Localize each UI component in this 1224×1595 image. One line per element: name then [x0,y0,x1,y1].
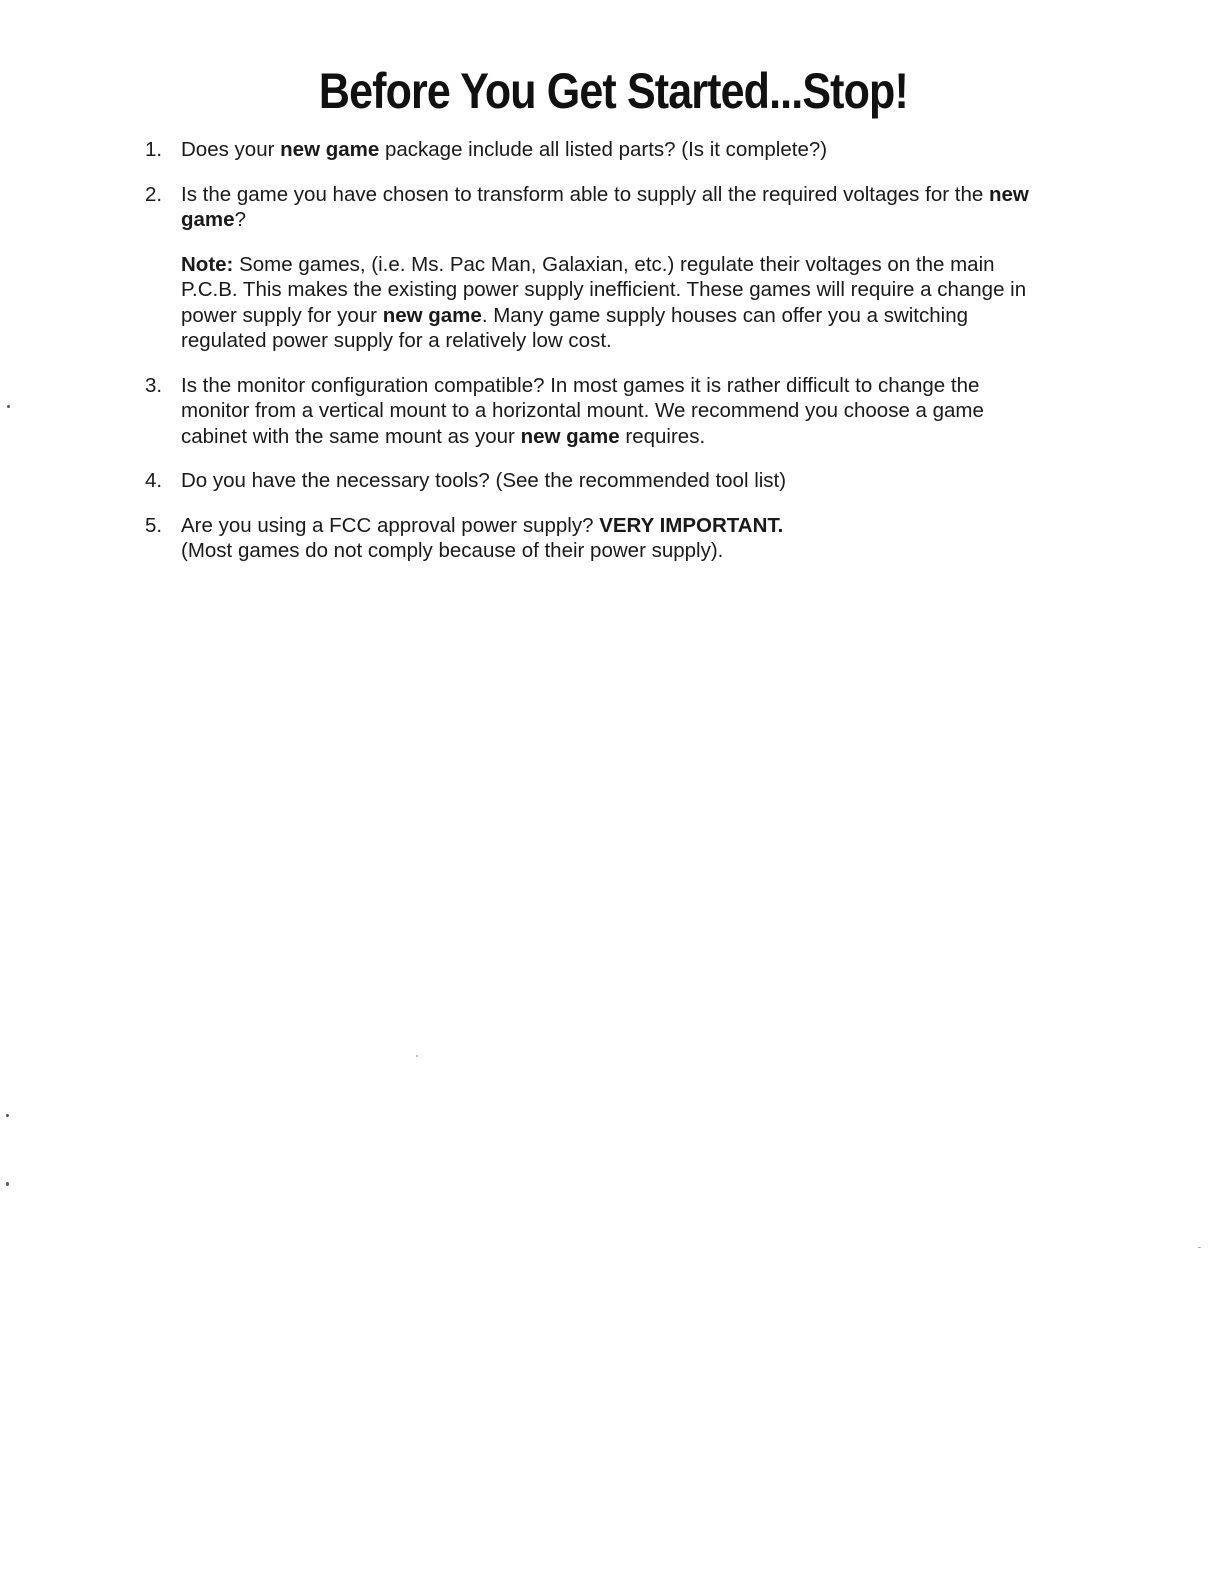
item-emphasis: new game [181,182,1029,231]
scan-speck [6,1182,9,1186]
scan-speck [416,1055,418,1057]
item-text: requires. [619,424,706,448]
item-number: 4. [145,469,163,492]
note-text: Some games, (i.e. Ms. Pac Man, Galaxian, etc.) regulate their voltages on the main P.C.B. This makes the existing power supply inefficient. These games will require a change in power supply for your [181,252,1027,327]
item-text: Is the game you have chosen to transform able to supply all the required voltages for the [181,182,989,206]
note-label: Note: [181,252,234,276]
item-text: Does your [181,138,281,161]
item-number: 1. [145,138,163,161]
item-emphasis: VERY IMPORTANT. [599,513,784,537]
checklist [145,137,1045,583]
item-text: Do you have the necessary tools? (See the recommended tool list) [181,469,787,492]
item-text: ? [234,208,246,231]
list-item [145,513,1045,564]
list-item [145,468,1045,494]
scan-speck [6,1114,9,1117]
item-number: 5. [145,513,163,537]
scan-speck [7,405,10,408]
item-emphasis: new game [520,424,620,448]
item-emphasis: new game [280,138,380,161]
list-item [145,373,1045,450]
item-number: 2. [145,182,163,206]
item-number: 3. [145,373,163,397]
page-title: Before You Get Started...Stop! [318,63,908,119]
note-emphasis: new game [382,303,482,327]
list-item [145,137,1045,163]
item-text: Are you using a FCC approval power supply? [181,513,600,537]
item-text: Is the monitor configuration compatible? In most games it is rather difficult to change the monitor from a vertical mount to a horizontal mount. We recommend you choose a game cabinet with the same mount as your [181,373,984,448]
note-text: . Many game supply houses can offer you a switching regulated power supply for a relatively low cost. [181,303,969,352]
scan-speck [1198,1247,1201,1248]
list-item [145,182,1045,354]
item-text: (Most games do not comply because of their power supply). [181,539,724,562]
note-paragraph [181,252,1045,354]
item-text: package include all listed parts? (Is it complete?) [379,138,828,161]
